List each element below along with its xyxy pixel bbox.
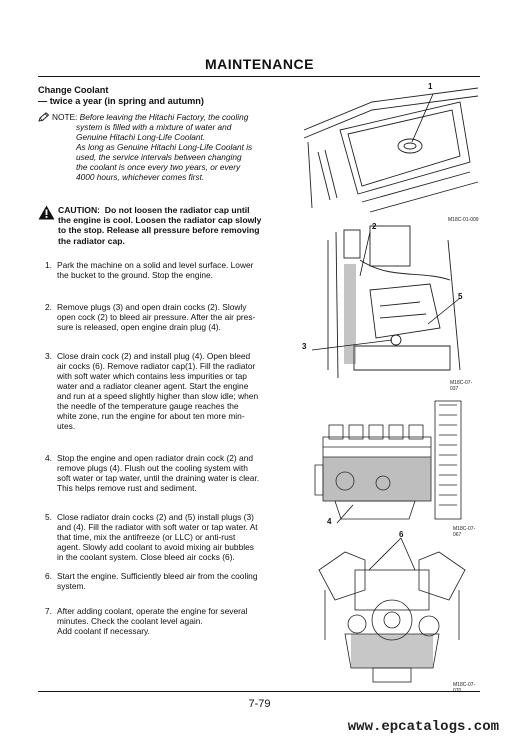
note-line-2: Genuine Hitachi Long-Life Coolant.: [76, 132, 206, 142]
figure-drain-cocks: [300, 220, 480, 392]
step-line: remove plugs (4). Flush out the cooling system with: [57, 463, 248, 473]
caution-line-0: CAUTION: Do not loosen the radiator cap until: [58, 205, 250, 215]
figure-caption: M18C-07-067: [453, 526, 476, 538]
step-line: white zone, run the engine for about ten more min-: [57, 411, 245, 421]
note-label: NOTE:: [52, 112, 78, 122]
drain-cocks-illustration: [300, 220, 480, 382]
figure-caption: M18C-07-070: [453, 682, 476, 694]
callout-5: 5: [458, 292, 463, 301]
step-number: 3.: [45, 351, 52, 361]
step-line: sure is released, open engine drain plug (4).: [57, 322, 221, 332]
step-number: 1.: [45, 260, 52, 270]
step-line: in the coolant system. Close bleed air cocks (6).: [57, 552, 235, 562]
note-line-6: 4000 hours, whichever comes first.: [76, 172, 205, 182]
engine-side-illustration: [305, 395, 480, 531]
caution-line-2: to the stop. Release all pressure before removing: [58, 225, 260, 236]
watermark: www.epcatalogs.com: [347, 719, 499, 735]
step-1: [45, 260, 273, 280]
step-number: 7.: [45, 606, 52, 616]
step-line: open cock (2) to bleed air pressure. After the air pres-: [57, 312, 256, 322]
step-line: soft water or tap water, until the draining water is clear.: [57, 473, 260, 483]
pencil-note-icon: [38, 112, 50, 122]
step-line: and run at a speed slightly higher than slow idle; when: [57, 391, 259, 401]
callout-1: 1: [428, 82, 433, 91]
callout-4: 4: [327, 517, 332, 526]
step-line: water and a radiator cleaner agent. Start the engine: [57, 381, 249, 391]
step-3: [45, 351, 273, 431]
figure-engine-front: [305, 530, 480, 694]
caution-label: CAUTION:: [58, 205, 101, 215]
step-line: Close radiator drain cocks (2) and (5) install plugs (3): [57, 512, 254, 522]
step-line: minutes. Check the coolant level again.: [57, 616, 203, 626]
note-line-0: NOTE: Before leaving the Hitachi Factory, the cooling: [52, 112, 249, 122]
step-number: 5.: [45, 512, 52, 522]
step-line: Add coolant if necessary.: [57, 626, 150, 636]
step-line: and (4). Fill the radiator with soft water or tap water. At: [57, 522, 258, 532]
figure-caption: M18C-07-037: [450, 380, 473, 392]
step-5: [45, 512, 273, 562]
step-line: Close drain cock (2) and install plug (4). Open bleed: [57, 351, 251, 361]
step-line: This helps remove rust and sediment.: [57, 483, 197, 493]
section-heading: [38, 85, 272, 107]
step-line: the bucket to the ground. Stop the engine.: [57, 270, 213, 280]
step-line: air cocks (6). Remove radiator cap(1). Fill the radiator: [57, 361, 256, 371]
footer-rule: [38, 691, 480, 692]
step-line: with soft water which contains less impurities or tap: [57, 371, 247, 381]
section-title: Change Coolant: [38, 85, 109, 95]
step-6: [45, 571, 273, 591]
callout-6: 6: [399, 530, 404, 539]
page-title: MAINTENANCE: [205, 56, 314, 72]
note-line-3: As long as Genuine Hitachi Long-Life Coolant is: [76, 142, 253, 152]
note-block: [38, 112, 272, 182]
section-frequency: — twice a year (in spring and autumn): [38, 96, 204, 106]
note-line-1: system is filled with a mixture of water and: [76, 122, 232, 132]
step-line: Stop the engine and open radiator drain cock (2) and: [57, 453, 254, 463]
step-line: system.: [57, 581, 86, 591]
step-number: 6.: [45, 571, 52, 581]
step-number: 2.: [45, 302, 52, 312]
radiator-cap-illustration: [300, 82, 480, 217]
figure-caption: M18C-01-009: [448, 217, 479, 223]
step-line: After adding coolant, operate the engine for several: [57, 606, 248, 616]
figure-radiator-cap: [300, 82, 480, 223]
step-line: that time, mix the antifreeze (or LLC) or anti-rust: [57, 532, 236, 542]
step-line: Start the engine. Sufficiently bleed air from the cooling: [57, 571, 258, 581]
engine-front-illustration: [305, 530, 480, 690]
step-number: 4.: [45, 453, 52, 463]
step-line: the needle of the temperature gauge reaches the: [57, 401, 239, 411]
warning-triangle-icon: [38, 205, 55, 220]
step-line: utes.: [57, 421, 76, 431]
step-line: agent. Slowly add coolant to avoid mixing air bubbles: [57, 542, 254, 552]
page-number: 7-79: [248, 698, 271, 710]
note-line-5: the coolant is once every two years, or every: [76, 162, 241, 172]
caution-line-3: the radiator cap.: [58, 235, 125, 246]
figure-engine-side: [305, 395, 480, 538]
step-2: [45, 302, 273, 332]
caution-line-1: the engine is cool. Loosen the radiator cap slowly: [58, 215, 262, 226]
step-line: Park the machine on a solid and level surface. Lower: [57, 260, 254, 270]
header-rule: [38, 76, 480, 77]
step-line: Remove plugs (3) and open drain cocks (2). Slowly: [57, 302, 247, 312]
note-line-4: used, the service intervals between changing: [76, 152, 242, 162]
step-4: [45, 453, 273, 493]
caution-block: [38, 205, 272, 246]
callout-2: 2: [372, 222, 377, 231]
step-7: [45, 606, 273, 636]
callout-3: 3: [302, 342, 307, 351]
